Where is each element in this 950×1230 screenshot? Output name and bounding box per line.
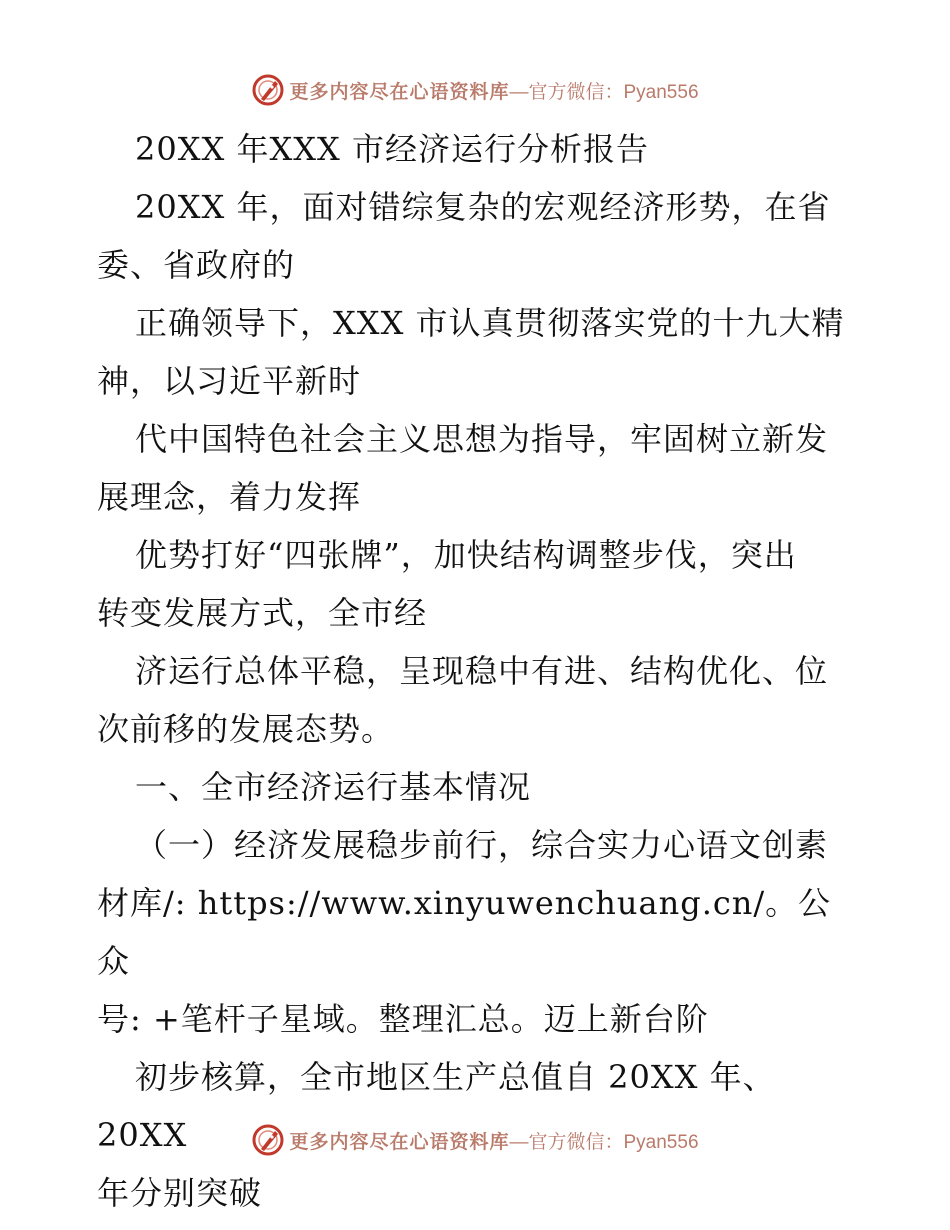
document-line: 20XX 年XXX 市经济运行分析报告 — [135, 130, 649, 168]
banner-label: 更多内容尽在心语资料库 — [289, 80, 510, 103]
pen-nib-circle-icon — [251, 73, 285, 107]
document-line: 号: +笔杆子星域。整理汇总。迈上新台阶 — [97, 1000, 709, 1038]
document-line: 展理念，着力发挥 — [97, 478, 362, 516]
document-line: 正确领导下，XXX 市认真贯彻落实党的十九大精 — [135, 304, 845, 342]
header-banner — [0, 70, 950, 110]
document-line: 年分别突破 — [97, 1174, 263, 1212]
document-line: 转变发展方式，全市经 — [97, 594, 428, 632]
document-line: 优势打好“四张牌”，加快结构调整步伐，突出 — [135, 536, 797, 574]
banner-wechat: —官方微信：Pyan556 — [509, 1131, 699, 1153]
document-line: 济运行总体平稳，呈现稳中有进、结构优化、位 — [135, 652, 829, 690]
pen-nib-circle-icon — [251, 1123, 285, 1157]
document-line: 次前移的发展态势。 — [97, 710, 395, 748]
banner-wechat: —官方微信：Pyan556 — [509, 81, 699, 103]
document-line: 材库/: https://www.xinyuwenchuang.cn/。公众 — [97, 884, 832, 980]
banner-label: 更多内容尽在心语资料库 — [289, 1130, 510, 1153]
document-line: 初步核算，全市地区生产总值自 20XX 年、20XX — [97, 1058, 776, 1154]
document-line: （一）经济发展稳步前行，综合实力心语文创素 — [135, 826, 829, 864]
document-line: 委、省政府的 — [97, 246, 296, 284]
footer-banner — [0, 1120, 950, 1160]
document-line: 一、全市经济运行基本情况 — [135, 768, 532, 806]
document-line: 代中国特色社会主义思想为指导，牢固树立新发 — [135, 420, 829, 458]
document-line: 神，以习近平新时 — [97, 362, 362, 400]
document-line: 20XX 年，面对错综复杂的宏观经济形势，在省 — [135, 188, 831, 226]
document-body — [97, 120, 857, 1222]
